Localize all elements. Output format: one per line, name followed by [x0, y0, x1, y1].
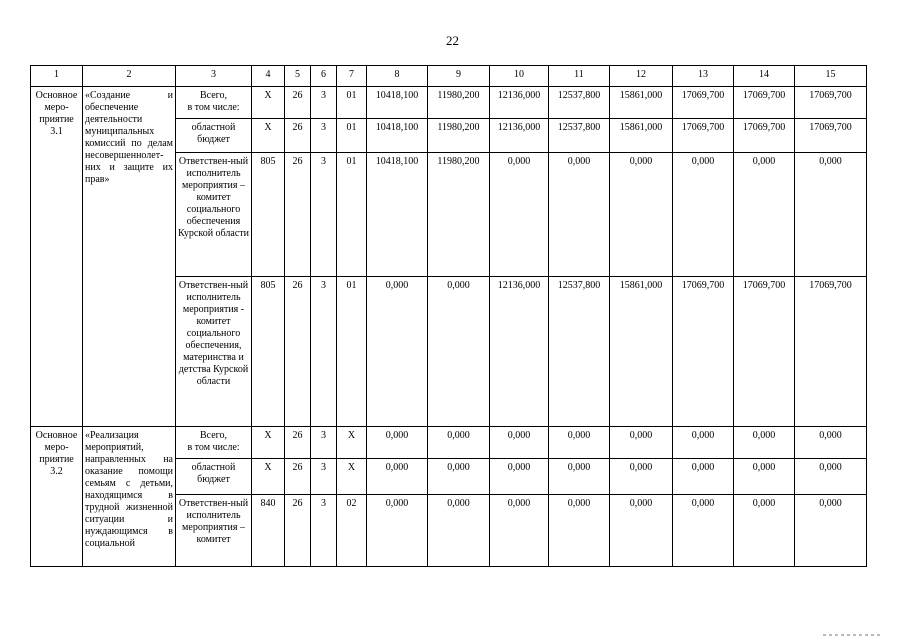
table-cell: X — [252, 119, 285, 153]
table-cell: X — [252, 427, 285, 459]
column-header: 8 — [367, 66, 428, 87]
table-cell: 15861,000 — [610, 277, 673, 427]
table-cell: 11980,200 — [428, 119, 490, 153]
table-cell: 0,000 — [428, 459, 490, 495]
table-cell: 0,000 — [428, 427, 490, 459]
column-header: 7 — [337, 66, 367, 87]
table-cell: 0,000 — [610, 153, 673, 277]
table-cell: X — [337, 427, 367, 459]
measure-3-1 — [31, 87, 867, 427]
measure-code: Основное меро-приятие 3.2 — [31, 427, 83, 567]
funding-source: Всего, в том числе: — [176, 87, 252, 119]
measure-3-2 — [31, 427, 867, 567]
table-cell: 26 — [285, 459, 311, 495]
funding-source: Ответствен-ный исполнитель мероприятия – комитет — [176, 495, 252, 567]
table-cell: 15861,000 — [610, 119, 673, 153]
table-cell: 15861,000 — [610, 87, 673, 119]
table-cell: 17069,700 — [673, 277, 734, 427]
table-cell: 17069,700 — [673, 119, 734, 153]
table-cell: 10418,100 — [367, 153, 428, 277]
table-cell: 01 — [337, 87, 367, 119]
column-header: 5 — [285, 66, 311, 87]
column-header: 1 — [31, 66, 83, 87]
table-cell: 12537,800 — [549, 277, 610, 427]
measure-code: Основное меро-приятие 3.1 — [31, 87, 83, 427]
table-cell: 0,000 — [490, 427, 549, 459]
table-row — [31, 427, 867, 459]
table-cell: 3 — [311, 459, 337, 495]
table-cell: 0,000 — [549, 495, 610, 567]
table-cell: 11980,200 — [428, 87, 490, 119]
table-cell: 26 — [285, 277, 311, 427]
table-cell: X — [252, 87, 285, 119]
table-row — [31, 87, 867, 119]
table-cell: 3 — [311, 277, 337, 427]
table-cell: 11980,200 — [428, 153, 490, 277]
table-cell: 01 — [337, 119, 367, 153]
column-header: 3 — [176, 66, 252, 87]
table-cell: 12136,000 — [490, 87, 549, 119]
column-header: 10 — [490, 66, 549, 87]
scan-edge-mark — [823, 634, 883, 636]
table-cell: 0,000 — [549, 153, 610, 277]
table-cell: 0,000 — [673, 153, 734, 277]
table-cell: 0,000 — [610, 495, 673, 567]
table-cell: 17069,700 — [795, 119, 867, 153]
budget-table — [30, 65, 867, 567]
table-cell: 17069,700 — [795, 87, 867, 119]
table-cell: 0,000 — [673, 495, 734, 567]
table-cell: X — [337, 459, 367, 495]
header-row — [31, 66, 867, 87]
table-cell: 3 — [311, 119, 337, 153]
measure-title: «Реализация мероприятий, направленных на оказание помощи семьям с детьми, находящимся в трудной жизненной ситуации и нуждающимся в социальной — [83, 427, 176, 567]
table-cell: 17069,700 — [795, 277, 867, 427]
funding-source: областной бюджет — [176, 119, 252, 153]
table-cell: 3 — [311, 153, 337, 277]
table-cell: 0,000 — [490, 495, 549, 567]
table-cell: 805 — [252, 153, 285, 277]
table-cell: 17069,700 — [673, 87, 734, 119]
table-cell: 0,000 — [673, 459, 734, 495]
column-header: 11 — [549, 66, 610, 87]
table-cell: 0,000 — [428, 277, 490, 427]
table-cell: 26 — [285, 119, 311, 153]
table-cell: 0,000 — [549, 459, 610, 495]
table-cell: 0,000 — [734, 427, 795, 459]
table-cell: 10418,100 — [367, 119, 428, 153]
table-cell: 10418,100 — [367, 87, 428, 119]
table-cell: 01 — [337, 153, 367, 277]
funding-source: Всего, в том числе: — [176, 427, 252, 459]
table-cell: 12537,800 — [549, 119, 610, 153]
column-header: 14 — [734, 66, 795, 87]
column-header: 9 — [428, 66, 490, 87]
table-cell: 12136,000 — [490, 277, 549, 427]
table-cell: 12136,000 — [490, 119, 549, 153]
table-cell: 0,000 — [795, 153, 867, 277]
table-cell: 0,000 — [490, 153, 549, 277]
column-header: 13 — [673, 66, 734, 87]
table-cell: X — [252, 459, 285, 495]
measure-title: «Создание и обеспечение деятельности муниципальных комиссий по делам несовершеннолет-них и защите их прав» — [83, 87, 176, 427]
table-cell: 0,000 — [795, 427, 867, 459]
table-cell: 0,000 — [610, 459, 673, 495]
table-cell: 12537,800 — [549, 87, 610, 119]
table-cell: 26 — [285, 153, 311, 277]
table-cell: 26 — [285, 87, 311, 119]
table-cell: 0,000 — [549, 427, 610, 459]
table-cell: 0,000 — [428, 495, 490, 567]
column-header: 15 — [795, 66, 867, 87]
table-cell: 02 — [337, 495, 367, 567]
table-cell: 0,000 — [610, 427, 673, 459]
table-cell: 3 — [311, 427, 337, 459]
table-cell: 0,000 — [490, 459, 549, 495]
column-header: 2 — [83, 66, 176, 87]
table-cell: 0,000 — [367, 459, 428, 495]
funding-source: областной бюджет — [176, 459, 252, 495]
table-cell: 01 — [337, 277, 367, 427]
table-cell: 0,000 — [367, 495, 428, 567]
funding-source: Ответствен-ный исполнитель мероприятия - комитет социального обеспечения, материнства и детства Курской области — [176, 277, 252, 427]
table-cell: 26 — [285, 427, 311, 459]
column-header: 12 — [610, 66, 673, 87]
table-cell: 0,000 — [367, 277, 428, 427]
column-header: 4 — [252, 66, 285, 87]
funding-source: Ответствен-ный исполнитель мероприятия – комитет социального обеспечения Курской области — [176, 153, 252, 277]
table-cell: 840 — [252, 495, 285, 567]
table-cell: 0,000 — [367, 427, 428, 459]
table-cell: 0,000 — [734, 459, 795, 495]
table-cell: 0,000 — [795, 495, 867, 567]
table-cell: 0,000 — [795, 459, 867, 495]
table-cell: 0,000 — [673, 427, 734, 459]
table-cell: 805 — [252, 277, 285, 427]
page-number: 22 — [446, 33, 459, 48]
table-cell: 0,000 — [734, 495, 795, 567]
column-header: 6 — [311, 66, 337, 87]
table-cell: 17069,700 — [734, 87, 795, 119]
table-cell: 3 — [311, 87, 337, 119]
table-cell: 26 — [285, 495, 311, 567]
table-cell: 3 — [311, 495, 337, 567]
table-cell: 0,000 — [734, 153, 795, 277]
table-cell: 17069,700 — [734, 277, 795, 427]
table-cell: 17069,700 — [734, 119, 795, 153]
